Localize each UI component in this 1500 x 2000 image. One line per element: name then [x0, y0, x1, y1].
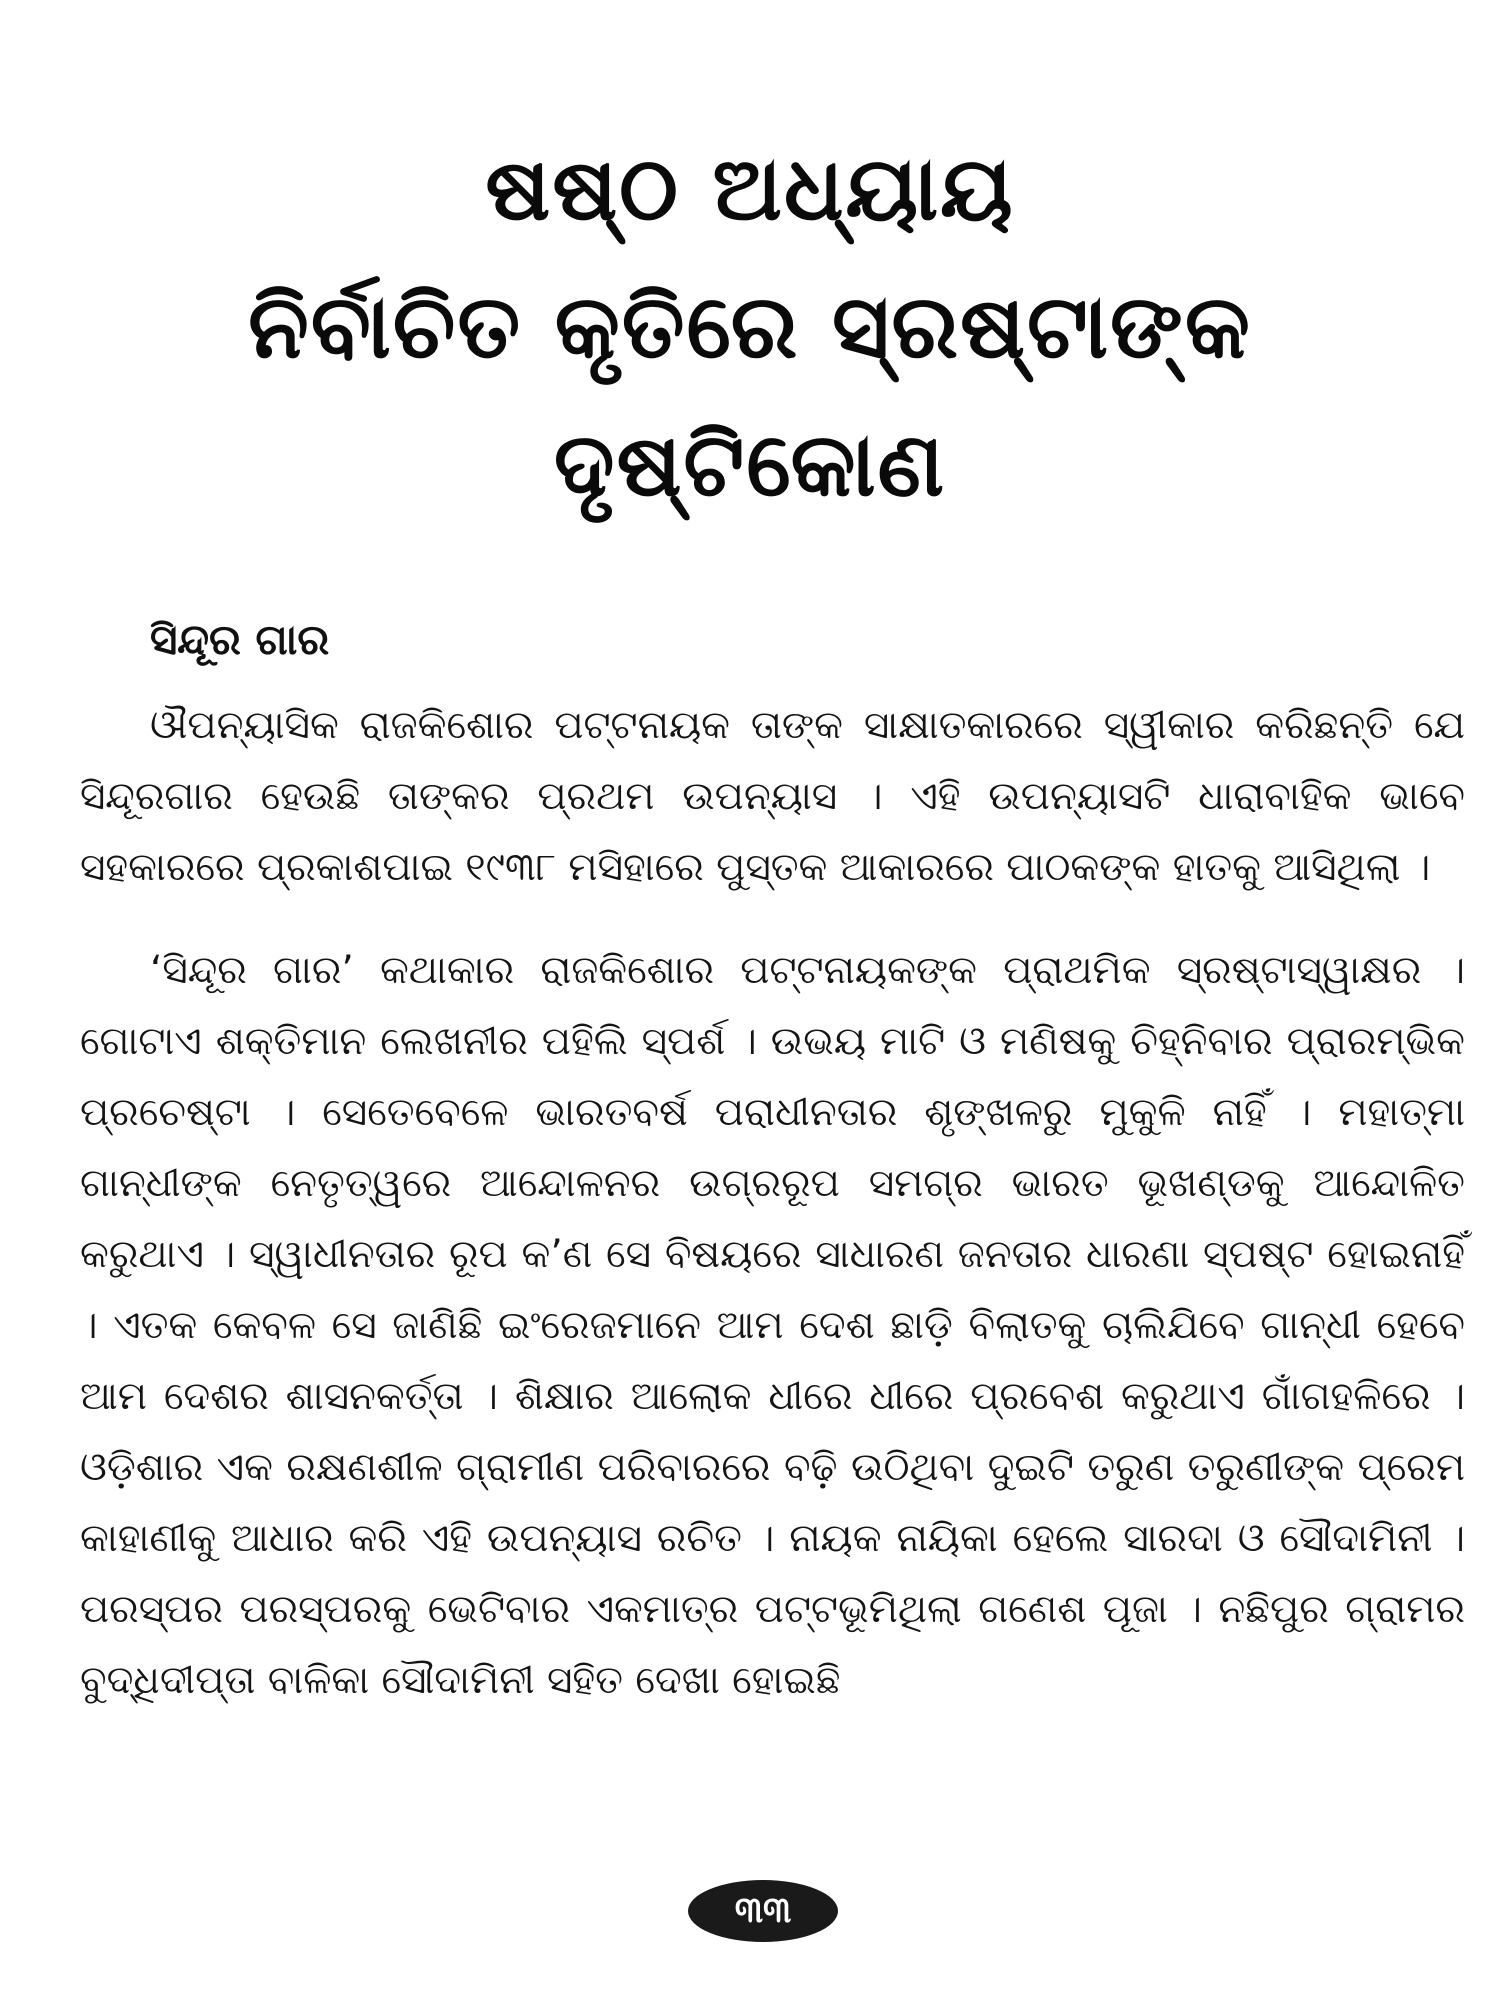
body-text: [80, 690, 1465, 1716]
chapter-title: [0, 120, 1500, 534]
chapter-title-line-1: ଷଷ୍ଠ ଅଧ୍ୟାୟ: [485, 137, 1015, 240]
paragraph-2: ‘ସିନ୍ଦୂର ଗାର’ କଥାକାର ରାଜକିଶୋର ପଟ୍ଟନାୟକଙ୍କ ପ୍ରାଥମିକ ସ୍ରଷ୍ଟାସ୍ୱାକ୍ଷର । ଗୋଟାଏ ଶକ୍ତିମାନ ଲେଖନୀର ପହିଲି ସ୍ପର୍ଶ । ଉଭୟ ମାଟି ଓ ମଣିଷକୁ ଚିହ୍ନିବାର ପ୍ରାରମ୍ଭିକ ପ୍ରଚେଷ୍ଟା । ସେତେବେଳେ ଭାରତବର୍ଷ ପରାଧୀନତାର ଶୃଙ୍ଖଳରୁ ମୁକୁଳି ନାହିଁ । ମହାତ୍ମା ଗାନ୍ଧୀଙ୍କ ନେତୃତ୍ୱରେ ଆନ୍ଦୋଳନର ଉଗ୍ରରୂପ ସମଗ୍ର ଭାରତ ଭୂଖଣ୍ଡକୁ ଆନ୍ଦୋଳିତ କରୁଥାଏ । ସ୍ୱାଧୀନତାର ରୂପ କ’ଣ ସେ ବିଷୟରେ ସାଧାରଣ ଜନତାର ଧାରଣା ସ୍ପଷ୍ଟ ହୋଇନାହିଁ । ଏତକ କେବଳ ସେ ଜାଣିଛି ଇଂରେଜମାନେ ଆମ ଦେଶ ଛାଡ଼ି ବିଲାତକୁ ଚାଲିଯିବେ ଗାନ୍ଧୀ ହେବେ ଆମ ଦେଶର ଶାସନକର୍ତ୍ତା । ଶିକ୍ଷାର ଆଲୋକ ଧୀରେ ଧୀରେ ପ୍ରବେଶ କରୁଥାଏ ଗାଁଗହଳିରେ । ଓଡ଼ିଶାର ଏକ ରକ୍ଷଣଶୀଳ ଗ୍ରାମୀଣ ପରିବାରରେ ବଢ଼ି ଉଠିଥିବା ଦୁଇଟି ତରୁଣ ତରୁଣୀଙ୍କ ପ୍ରେମ କାହାଣୀକୁ ଆଧାର କରି ଏହି ଉପନ୍ୟାସ ରଚିତ । ନାୟକ ନାୟିକା ହେଲେ ସାରଦା ଓ ସୌଦାମିନୀ । ପରସ୍ପର ପରସ୍ପରକୁ ଭେଟିବାର ଏକମାତ୍ର ପଟ୍ଟଭୂମିଥିଲା ଗଣେଶ ପୂଜା । ନଛିପୁର ଗ୍ରାମର ବୁଦ୍ଧିଦୀପ୍ତା ବାଳିକା ସୌଦାମିନୀ ସହିତ ଦେଖା ହୋଇଛି: [80, 948, 1465, 1703]
page-number-badge: ୩୩: [688, 1880, 838, 1942]
chapter-title-line-2: ନିର୍ବାଚିତ କୃତିରେ ସ୍ରଷ୍ଟାଙ୍କ: [248, 275, 1252, 378]
chapter-title-line-3: ଦୃଷ୍ଟିକୋଣ: [553, 413, 947, 516]
paragraph-1: ଔପନ୍ୟାସିକ ରାଜକିଶୋର ପଟ୍ଟନାୟକ ତାଙ୍କ ସାକ୍ଷାତକାରରେ ସ୍ୱୀକାର କରିଛନ୍ତି ଯେ ସିନ୍ଦୂରଗାର ହେଉଛି ତାଙ୍କର ପ୍ରଥମ ଉପନ୍ୟାସ । ଏହି ଉପନ୍ୟାସଟି ଧାରାବାହିକ ଭାବେ ସହକାରରେ ପ୍ରକାଶପାଇ ୧୯୩୮ ମସିହାରେ ପୁସ୍ତକ ଆକାରରେ ପାଠକଙ୍କ ହାତକୁ ଆସିଥିଲା ।: [80, 703, 1465, 890]
section-heading: ସିନ୍ଦୂର ଗାର: [150, 615, 330, 664]
